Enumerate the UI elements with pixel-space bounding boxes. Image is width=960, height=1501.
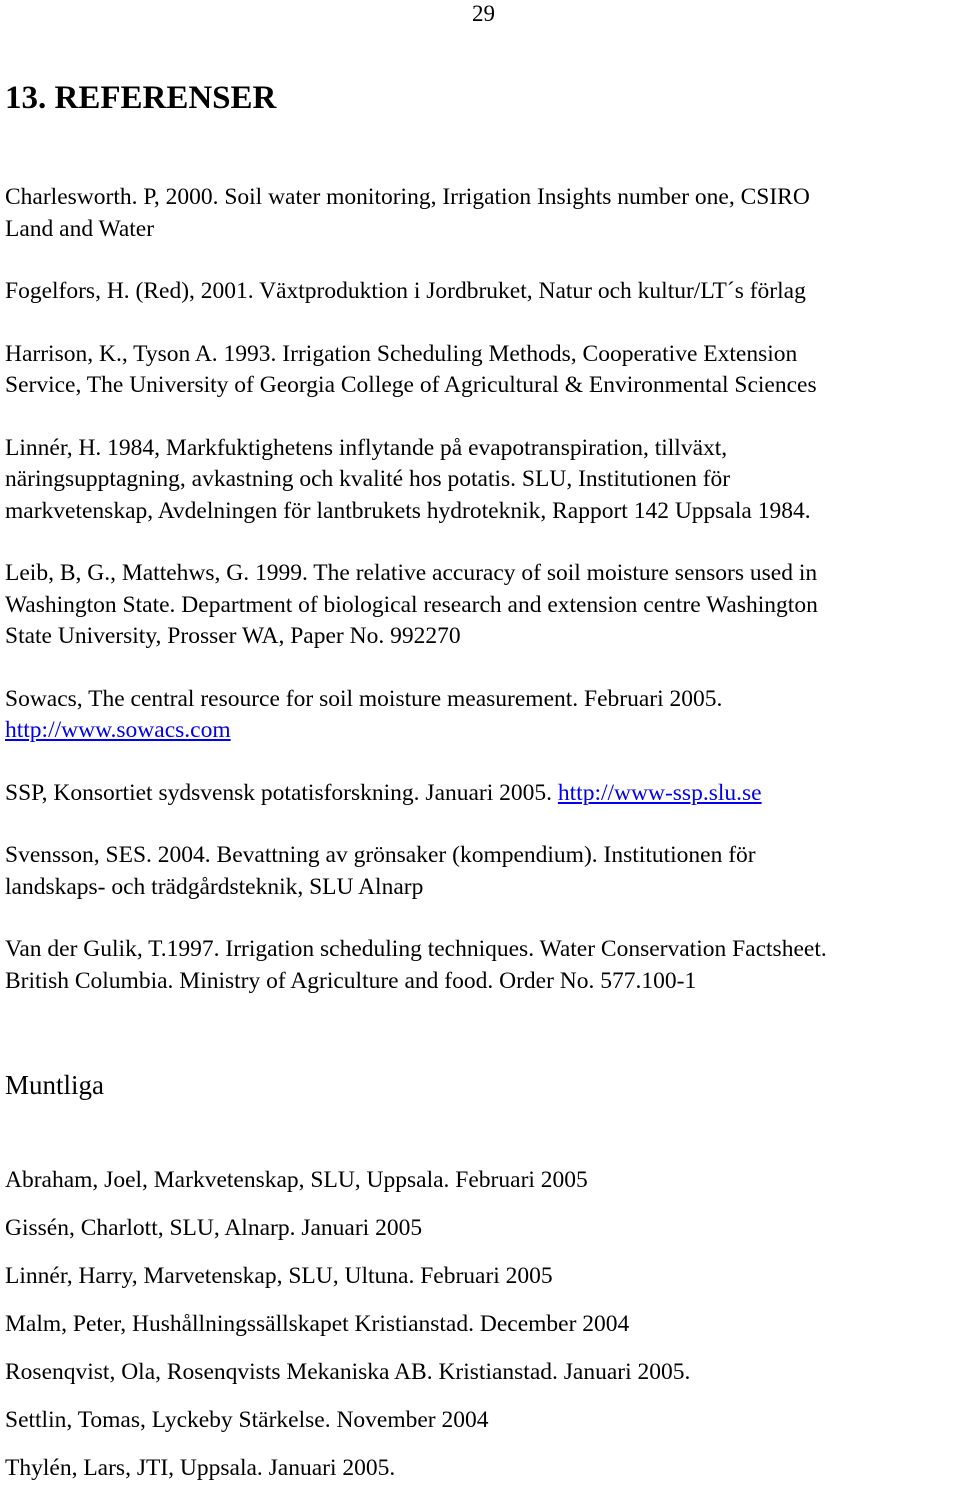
reference-line: näringsupptagning, avkastning och kvalité hos potatis. SLU, Institutionen för	[5, 466, 731, 492]
oral-sources-list	[5, 1165, 690, 1501]
reference-line: Harrison, K., Tyson A. 1993. Irrigation Scheduling Methods, Cooperative Extension	[5, 340, 798, 367]
oral-source-item: Rosenqvist, Ola, Rosenqvists Mekaniska AB. Kristianstad. Januari 2005.	[5, 1359, 691, 1385]
reference-line: Linnér, H. 1984, Markfuktighetens inflytande på evapotranspiration, tillväxt,	[5, 434, 728, 461]
reference-line: Service, The University of Georgia College of Agricultural & Environmental Sciences	[5, 372, 817, 398]
section-heading: 13. REFERENSER	[5, 80, 277, 116]
reference-line: Leib, B, G., Mattehws, G. 1999. The relative accuracy of soil moisture sensors used in	[5, 560, 818, 586]
reference-item	[5, 558, 960, 653]
ssp-link[interactable]: http://www-ssp.slu.se	[557, 779, 762, 806]
page-number: 29	[472, 1, 495, 26]
reference-item	[5, 934, 960, 997]
oral-source-item: Linnér, Harry, Marvetenskap, SLU, Ultuna. Februari 2005	[5, 1263, 553, 1289]
reference-link-line	[5, 715, 960, 747]
reference-line: Fogelfors, H. (Red), 2001. Växtproduktion i Jordbruket, Natur och kultur/LT´s förlag	[5, 278, 806, 304]
reference-line: Sowacs, The central resource for soil moisture measurement. Februari 2005.	[5, 685, 723, 712]
reference-line: Charlesworth. P, 2000. Soil water monitoring, Irrigation Insights number one, CSIRO	[5, 184, 810, 210]
reference-line: markvetenskap, Avdelningen för lantbrukets hydroteknik, Rapport 142 Uppsala 1984.	[5, 497, 811, 524]
oral-source-item: Gissén, Charlott, SLU, Alnarp. Januari 2005	[5, 1215, 423, 1241]
oral-source-item: Abraham, Joel, Markvetenskap, SLU, Uppsala. Februari 2005	[5, 1167, 588, 1193]
reference-line: State University, Prosser WA, Paper No. 992270	[5, 623, 461, 649]
reference-item	[5, 778, 960, 810]
reference-item	[5, 684, 960, 747]
reference-line: Washington State. Department of biological research and extension centre Washington	[5, 591, 818, 618]
reference-item	[5, 840, 960, 903]
sowacs-link[interactable]: http://www.sowacs.com	[5, 717, 231, 743]
reference-line: British Columbia. Ministry of Agriculture and food. Order No. 577.100-1	[5, 967, 697, 994]
reference-line: Land and Water	[5, 215, 155, 242]
oral-sources-heading: Muntliga	[5, 1070, 104, 1100]
reference-line-with-link	[5, 778, 960, 810]
reference-text: SSP, Konsortiet sydsvensk potatisforskning. Januari 2005.	[5, 779, 558, 806]
reference-item	[5, 182, 960, 245]
reference-item	[5, 276, 960, 308]
oral-source-item: Malm, Peter, Hushållningssällskapet Kristianstad. December 2004	[5, 1311, 630, 1337]
reference-list	[5, 182, 960, 1028]
reference-line: landskaps- och trädgårdsteknik, SLU Alnarp	[5, 873, 424, 900]
reference-item	[5, 339, 960, 402]
reference-line: Van der Gulik, T.1997. Irrigation scheduling techniques. Water Conservation Factsheet.	[5, 936, 827, 962]
oral-source-item: Thylén, Lars, JTI, Uppsala. Januari 2005.	[5, 1455, 396, 1481]
reference-line: Svensson, SES. 2004. Bevattning av grönsaker (kompendium). Institutionen för	[5, 842, 756, 868]
reference-item	[5, 433, 960, 528]
oral-source-item: Settlin, Tomas, Lyckeby Stärkelse. November 2004	[5, 1407, 489, 1433]
